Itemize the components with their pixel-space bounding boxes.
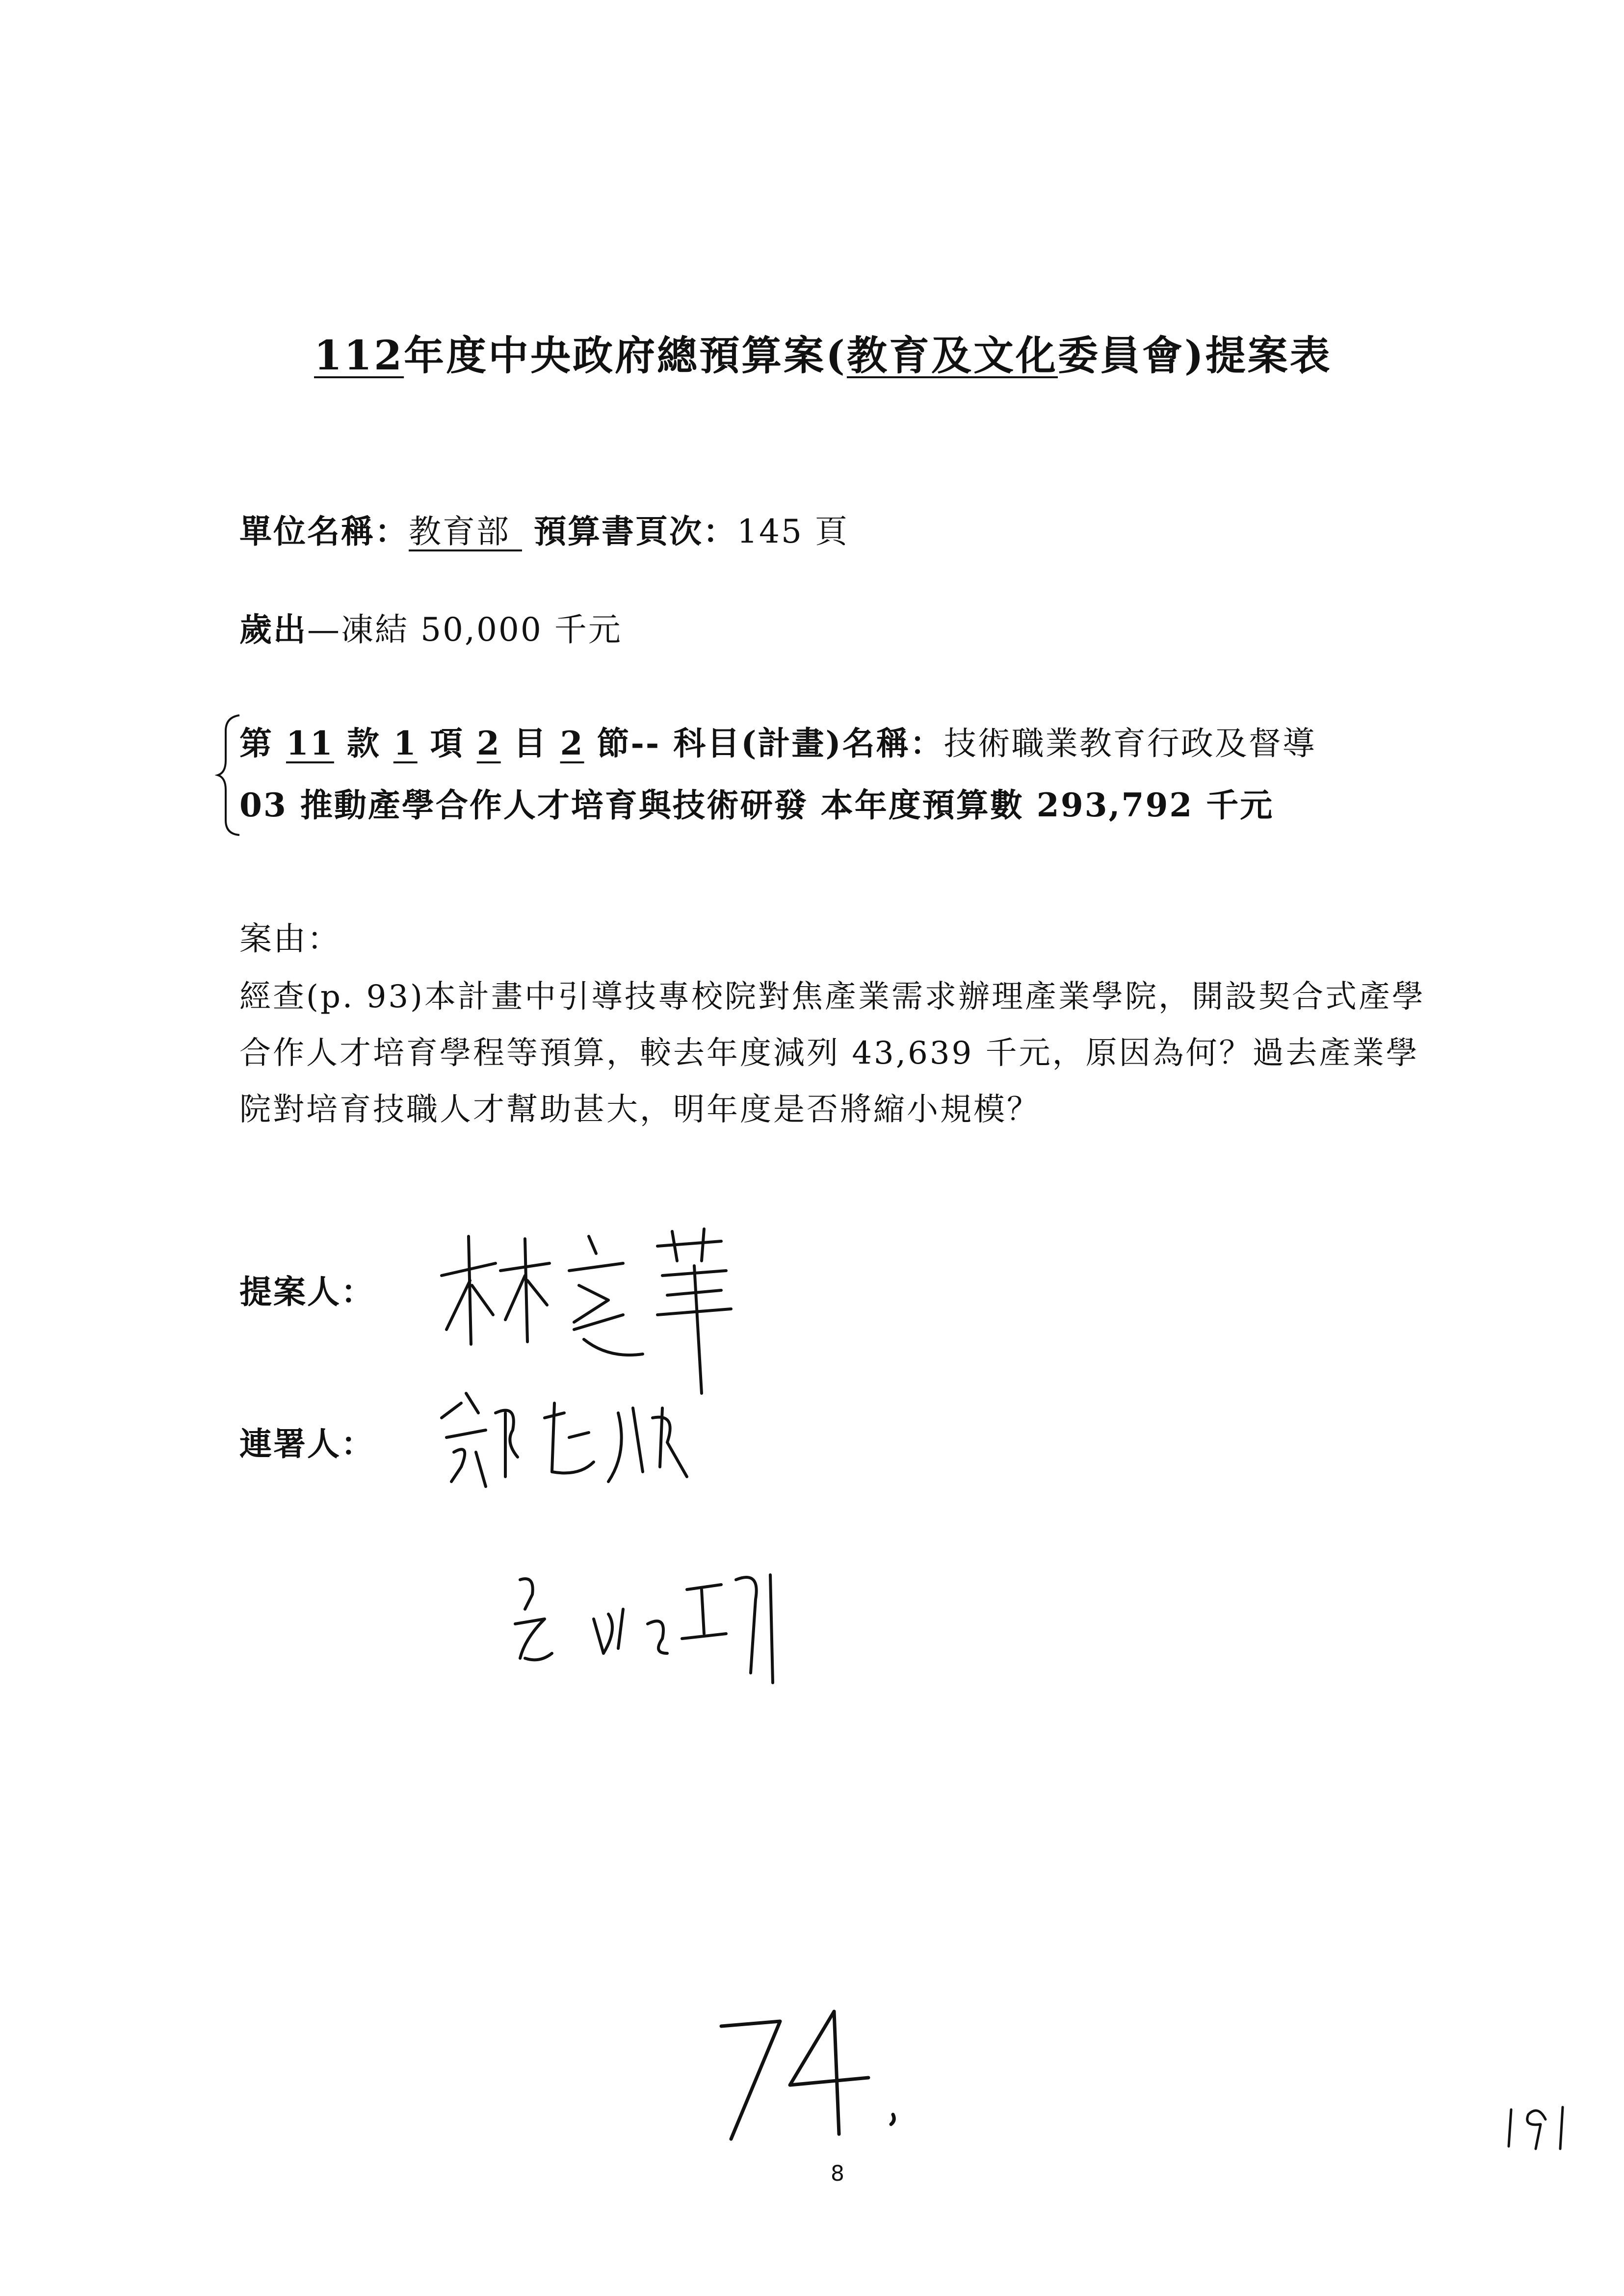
title-year: 112 [314,332,404,379]
handwritten-page-number [1501,2100,1575,2154]
handwritten-number [707,1992,913,2154]
proposer-signature [427,1217,760,1403]
reason-body: 經查(p. 93)本計畫中引導技專校院對焦產業需求辦理產業學院，開設契合式產學合作人才培育學程等預算，較去年度減列 43,639 千元，原因為何？過去產業學院對培育技職人才幫助甚大，明年度是否將縮小規模？ [239,979,1426,1128]
item-text-3: 項 [417,724,477,762]
item-text-1: 第 [239,724,286,762]
item-line [239,717,1316,764]
unit-name: 教育部 [409,513,510,550]
cosigner-signature-1 [432,1383,716,1501]
item-subject: 技術職業教育行政及督導 [943,725,1316,762]
expense-line [239,603,622,650]
budget-page-value: 145 頁 [736,513,849,550]
item-kuan: 11 [286,724,334,762]
page-title [314,324,1393,381]
item-mu: 2 [476,724,501,762]
item-text-2: 款 [334,724,393,762]
expense-label: 歲出 [239,610,307,649]
cosigner-signature-2 [505,1560,800,1688]
proposer-label: 提案人： [239,1273,375,1311]
title-committee: 教育及文化 [846,332,1058,379]
item-xiang: 1 [393,724,418,762]
title-prefix: 年度中央政府總預算案( [404,332,847,379]
cosigner-label: 連署人： [239,1425,375,1463]
unit-label: 單位名稱： [239,512,409,550]
unit-line [239,505,849,552]
item-text-4: 目 [500,724,560,762]
item-text-5: 節-- 科目(計畫)名稱： [584,724,944,762]
title-suffix: 委員會)提案表 [1058,332,1332,379]
item-jie: 2 [560,724,584,762]
budget-page-label: 預算書頁次： [533,512,737,550]
reason-label: 案由： [239,920,341,958]
expense-text: —凍結 50,000 千元 [307,611,622,649]
page-number: 8 [831,2161,844,2186]
program-line: 03 推動產學合作人才培育與技術研發 本年度預算數 293,792 千元 [239,786,1274,824]
